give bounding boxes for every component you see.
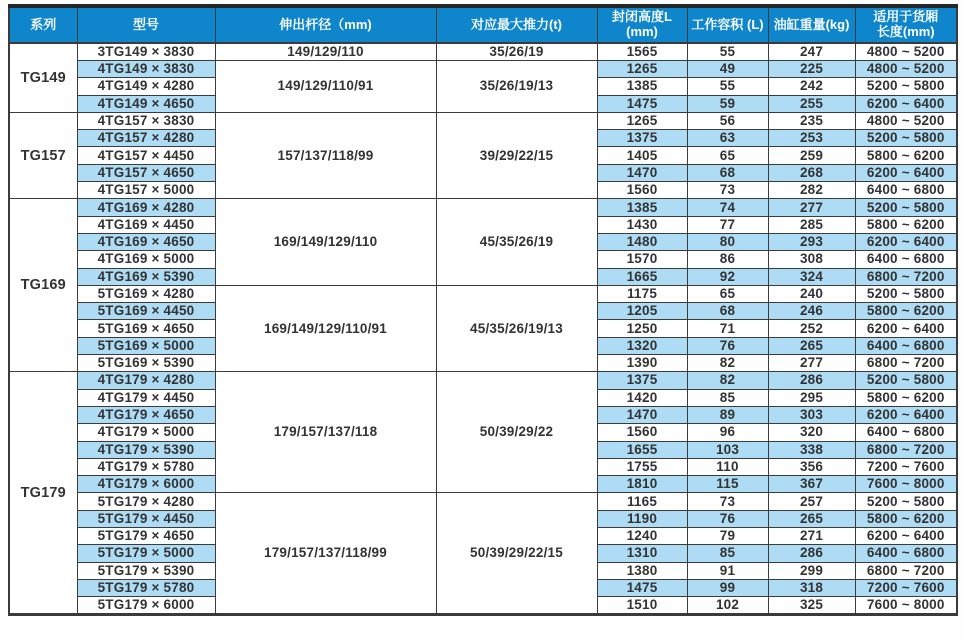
model-cell: 4TG179 × 4450 (77, 389, 215, 406)
cargo-length-cell: 7200 ~ 7600 (855, 579, 957, 596)
max-thrust-cell: 50/39/29/22/15 (436, 493, 597, 615)
header-row (9, 6, 957, 43)
table-body (9, 43, 957, 615)
cargo-length-cell: 6200 ~ 6400 (855, 406, 957, 423)
cylinder-weight-cell: 318 (768, 579, 855, 596)
col-header-closed-height: 封闭高度L (mm) (597, 6, 687, 43)
cylinder-weight-cell: 324 (768, 268, 855, 285)
model-cell: 4TG149 × 3830 (77, 61, 215, 78)
cargo-length-cell: 7600 ~ 8000 (855, 597, 957, 615)
cargo-length-cell: 6200 ~ 6400 (855, 528, 957, 545)
closed-height-cell: 1265 (597, 112, 687, 129)
working-volume-cell: 92 (687, 268, 768, 285)
rod-diameter-cell: 149/129/110/91 (215, 61, 436, 113)
model-cell: 5TG169 × 4650 (77, 320, 215, 337)
closed-height-cell: 1405 (597, 147, 687, 164)
cylinder-weight-cell: 295 (768, 389, 855, 406)
cargo-length-cell: 5200 ~ 5800 (855, 493, 957, 510)
cargo-length-cell: 6400 ~ 6800 (855, 251, 957, 268)
cargo-length-cell: 7600 ~ 8000 (855, 476, 957, 493)
working-volume-cell: 110 (687, 458, 768, 475)
cylinder-weight-cell: 268 (768, 164, 855, 181)
cylinder-weight-cell: 285 (768, 216, 855, 233)
model-cell: 4TG169 × 5000 (77, 251, 215, 268)
closed-height-cell: 1470 (597, 406, 687, 423)
closed-height-cell: 1475 (597, 579, 687, 596)
cargo-length-cell: 6400 ~ 6800 (855, 337, 957, 354)
col-header-max-thrust: 对应最大推力(t) (436, 6, 597, 43)
closed-height-cell: 1470 (597, 164, 687, 181)
cylinder-weight-cell: 257 (768, 493, 855, 510)
cargo-length-cell: 7200 ~ 7600 (855, 458, 957, 475)
table-row (9, 199, 957, 216)
cargo-length-cell: 4800 ~ 5200 (855, 112, 957, 129)
cylinder-weight-cell: 293 (768, 233, 855, 250)
working-volume-cell: 85 (687, 545, 768, 562)
table-row (9, 112, 957, 129)
working-volume-cell: 82 (687, 355, 768, 372)
closed-height-cell: 1755 (597, 458, 687, 475)
model-cell: 5TG179 × 6000 (77, 597, 215, 615)
series-cell: TG169 (9, 199, 77, 372)
model-cell: 4TG169 × 4280 (77, 199, 215, 216)
cylinder-weight-cell: 320 (768, 424, 855, 441)
rod-diameter-cell: 149/129/110 (215, 43, 436, 61)
closed-height-cell: 1165 (597, 493, 687, 510)
working-volume-cell: 65 (687, 285, 768, 302)
working-volume-cell: 82 (687, 372, 768, 389)
closed-height-cell: 1475 (597, 95, 687, 112)
cargo-length-cell: 6400 ~ 6800 (855, 424, 957, 441)
cargo-length-cell: 6800 ~ 7200 (855, 562, 957, 579)
closed-height-cell: 1665 (597, 268, 687, 285)
working-volume-cell: 73 (687, 493, 768, 510)
max-thrust-cell: 39/29/22/15 (436, 112, 597, 198)
table-row (9, 285, 957, 302)
cylinder-weight-cell: 247 (768, 43, 855, 61)
cylinder-weight-cell: 253 (768, 130, 855, 147)
series-cell: TG179 (9, 372, 77, 615)
cylinder-weight-cell: 282 (768, 182, 855, 199)
model-cell: 5TG169 × 5390 (77, 355, 215, 372)
rod-diameter-cell: 179/157/137/118 (215, 372, 436, 493)
closed-height-cell: 1375 (597, 372, 687, 389)
cargo-length-cell: 5800 ~ 6200 (855, 510, 957, 527)
cylinder-weight-cell: 356 (768, 458, 855, 475)
model-cell: 4TG157 × 5000 (77, 182, 215, 199)
cargo-length-cell: 4800 ~ 5200 (855, 61, 957, 78)
rod-diameter-cell: 157/137/118/99 (215, 112, 436, 198)
closed-height-cell: 1560 (597, 424, 687, 441)
col-header-series: 系列 (9, 6, 77, 43)
model-cell: 4TG169 × 4450 (77, 216, 215, 233)
working-volume-cell: 65 (687, 147, 768, 164)
cylinder-weight-cell: 367 (768, 476, 855, 493)
closed-height-cell: 1420 (597, 389, 687, 406)
closed-height-cell: 1380 (597, 562, 687, 579)
rod-diameter-cell: 169/149/129/110/91 (215, 285, 436, 371)
working-volume-cell: 77 (687, 216, 768, 233)
closed-height-cell: 1385 (597, 78, 687, 95)
working-volume-cell: 76 (687, 510, 768, 527)
closed-height-cell: 1510 (597, 597, 687, 615)
max-thrust-cell: 50/39/29/22 (436, 372, 597, 493)
model-cell: 4TG179 × 4280 (77, 372, 215, 389)
closed-height-cell: 1375 (597, 130, 687, 147)
model-cell: 5TG179 × 4650 (77, 528, 215, 545)
max-thrust-cell: 35/26/19 (436, 43, 597, 61)
model-cell: 4TG179 × 4650 (77, 406, 215, 423)
cylinder-weight-cell: 286 (768, 545, 855, 562)
closed-height-cell: 1250 (597, 320, 687, 337)
cylinder-weight-cell: 271 (768, 528, 855, 545)
working-volume-cell: 115 (687, 476, 768, 493)
cylinder-weight-cell: 255 (768, 95, 855, 112)
working-volume-cell: 85 (687, 389, 768, 406)
closed-height-cell: 1310 (597, 545, 687, 562)
series-cell: TG157 (9, 112, 77, 198)
closed-height-cell: 1480 (597, 233, 687, 250)
cargo-length-cell: 6200 ~ 6400 (855, 233, 957, 250)
working-volume-cell: 68 (687, 164, 768, 181)
closed-height-cell: 1190 (597, 510, 687, 527)
cargo-length-cell: 6200 ~ 6400 (855, 164, 957, 181)
cylinder-weight-cell: 299 (768, 562, 855, 579)
max-thrust-cell: 35/26/19/13 (436, 61, 597, 113)
cylinder-weight-cell: 303 (768, 406, 855, 423)
model-cell: 4TG169 × 4650 (77, 233, 215, 250)
cargo-length-cell: 5200 ~ 5800 (855, 372, 957, 389)
working-volume-cell: 49 (687, 61, 768, 78)
cylinder-weight-cell: 240 (768, 285, 855, 302)
closed-height-cell: 1385 (597, 199, 687, 216)
model-cell: 4TG179 × 6000 (77, 476, 215, 493)
cylinder-weight-cell: 277 (768, 355, 855, 372)
model-cell: 4TG179 × 5390 (77, 441, 215, 458)
closed-height-cell: 1655 (597, 441, 687, 458)
working-volume-cell: 76 (687, 337, 768, 354)
working-volume-cell: 56 (687, 112, 768, 129)
cargo-length-cell: 5800 ~ 6200 (855, 303, 957, 320)
cylinder-weight-cell: 265 (768, 510, 855, 527)
model-cell: 5TG179 × 4280 (77, 493, 215, 510)
spec-table-container (8, 4, 956, 616)
cargo-length-cell: 5200 ~ 5800 (855, 130, 957, 147)
table-row (9, 43, 957, 61)
cargo-length-cell: 5800 ~ 6200 (855, 389, 957, 406)
model-cell: 5TG179 × 5390 (77, 562, 215, 579)
cylinder-weight-cell: 286 (768, 372, 855, 389)
model-cell: 4TG169 × 5390 (77, 268, 215, 285)
cylinder-weight-cell: 325 (768, 597, 855, 615)
model-cell: 4TG157 × 3830 (77, 112, 215, 129)
cargo-length-cell: 6400 ~ 6800 (855, 545, 957, 562)
model-cell: 4TG149 × 4650 (77, 95, 215, 112)
model-cell: 4TG157 × 4450 (77, 147, 215, 164)
model-cell: 4TG157 × 4280 (77, 130, 215, 147)
closed-height-cell: 1205 (597, 303, 687, 320)
model-cell: 5TG169 × 4450 (77, 303, 215, 320)
working-volume-cell: 71 (687, 320, 768, 337)
working-volume-cell: 68 (687, 303, 768, 320)
col-header-cylinder-weight: 油缸重量(kg) (768, 6, 855, 43)
cargo-length-cell: 5800 ~ 6200 (855, 216, 957, 233)
closed-height-cell: 1430 (597, 216, 687, 233)
model-cell: 5TG179 × 4450 (77, 510, 215, 527)
working-volume-cell: 63 (687, 130, 768, 147)
cylinder-weight-cell: 252 (768, 320, 855, 337)
col-header-cargo-length: 适用于货厢 长度(mm) (855, 6, 957, 43)
cylinder-weight-cell: 235 (768, 112, 855, 129)
working-volume-cell: 91 (687, 562, 768, 579)
max-thrust-cell: 45/35/26/19 (436, 199, 597, 285)
cargo-length-cell: 5200 ~ 5800 (855, 285, 957, 302)
cargo-length-cell: 6800 ~ 7200 (855, 441, 957, 458)
model-cell: 4TG149 × 4280 (77, 78, 215, 95)
working-volume-cell: 89 (687, 406, 768, 423)
model-cell: 5TG169 × 5000 (77, 337, 215, 354)
cargo-length-cell: 6800 ~ 7200 (855, 268, 957, 285)
model-cell: 5TG179 × 5780 (77, 579, 215, 596)
cargo-length-cell: 6800 ~ 7200 (855, 355, 957, 372)
cargo-length-cell: 6400 ~ 6800 (855, 182, 957, 199)
model-cell: 5TG179 × 5000 (77, 545, 215, 562)
cargo-length-cell: 4800 ~ 5200 (855, 43, 957, 61)
hydraulic-cylinder-spec-table (8, 4, 958, 616)
closed-height-cell: 1565 (597, 43, 687, 61)
working-volume-cell: 102 (687, 597, 768, 615)
series-cell: TG149 (9, 43, 77, 112)
closed-height-cell: 1560 (597, 182, 687, 199)
model-cell: 4TG179 × 5780 (77, 458, 215, 475)
closed-height-cell: 1570 (597, 251, 687, 268)
working-volume-cell: 79 (687, 528, 768, 545)
working-volume-cell: 103 (687, 441, 768, 458)
cylinder-weight-cell: 246 (768, 303, 855, 320)
cargo-length-cell: 5200 ~ 5800 (855, 199, 957, 216)
cargo-length-cell: 6200 ~ 6400 (855, 320, 957, 337)
rod-diameter-cell: 179/157/137/118/99 (215, 493, 436, 615)
max-thrust-cell: 45/35/26/19/13 (436, 285, 597, 371)
rod-diameter-cell: 169/149/129/110 (215, 199, 436, 285)
closed-height-cell: 1810 (597, 476, 687, 493)
cylinder-weight-cell: 225 (768, 61, 855, 78)
col-header-working-volume: 工作容积 (L) (687, 6, 768, 43)
cylinder-weight-cell: 259 (768, 147, 855, 164)
table-header (9, 6, 957, 43)
cylinder-weight-cell: 338 (768, 441, 855, 458)
closed-height-cell: 1175 (597, 285, 687, 302)
cargo-length-cell: 6200 ~ 6400 (855, 95, 957, 112)
closed-height-cell: 1390 (597, 355, 687, 372)
cylinder-weight-cell: 308 (768, 251, 855, 268)
working-volume-cell: 99 (687, 579, 768, 596)
working-volume-cell: 86 (687, 251, 768, 268)
cargo-length-cell: 5200 ~ 5800 (855, 78, 957, 95)
closed-height-cell: 1265 (597, 61, 687, 78)
table-row (9, 493, 957, 510)
working-volume-cell: 73 (687, 182, 768, 199)
cylinder-weight-cell: 265 (768, 337, 855, 354)
working-volume-cell: 59 (687, 95, 768, 112)
cylinder-weight-cell: 277 (768, 199, 855, 216)
col-header-rod-diameter: 伸出杆径（mm) (215, 6, 436, 43)
cargo-length-cell: 5800 ~ 6200 (855, 147, 957, 164)
model-cell: 5TG169 × 4280 (77, 285, 215, 302)
table-row (9, 61, 957, 78)
closed-height-cell: 1320 (597, 337, 687, 354)
col-header-model: 型号 (77, 6, 215, 43)
working-volume-cell: 55 (687, 78, 768, 95)
closed-height-cell: 1240 (597, 528, 687, 545)
working-volume-cell: 96 (687, 424, 768, 441)
working-volume-cell: 55 (687, 43, 768, 61)
table-row (9, 372, 957, 389)
model-cell: 3TG149 × 3830 (77, 43, 215, 61)
model-cell: 4TG179 × 5000 (77, 424, 215, 441)
working-volume-cell: 80 (687, 233, 768, 250)
model-cell: 4TG157 × 4650 (77, 164, 215, 181)
working-volume-cell: 74 (687, 199, 768, 216)
cylinder-weight-cell: 242 (768, 78, 855, 95)
